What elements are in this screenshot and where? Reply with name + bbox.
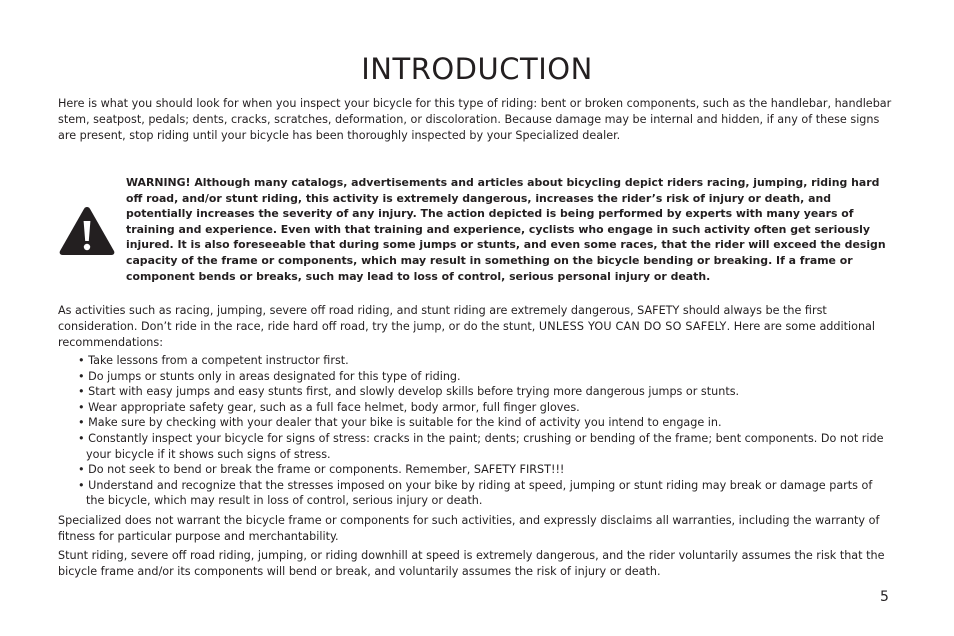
activities-text-after: . Here are some additional recommendations: <box>58 319 876 349</box>
warning-triangle-icon <box>58 205 116 257</box>
list-item: • Wear appropriate safety gear, such as a full face helmet, body armor, full finger gloves. <box>78 400 894 416</box>
list-item: • Make sure by checking with your dealer that your bike is suitable for the kind of activity you intend to engage in. <box>78 415 894 431</box>
intro-paragraph: Here is what you should look for when you inspect your bicycle for this type of riding: bent or broken components, such as the handlebar, handlebar stem, seatpost, pedals; dents, cracks, scratches, deformation, or discoloration. Because damage may be internal and hidden, if any of these signs are present, stop riding until your bicycle has been thoroughly inspected by your Specialized dealer. <box>58 97 892 142</box>
page-title: INTRODUCTION <box>361 52 593 86</box>
activities-paragraph <box>58 303 894 350</box>
disclaimer-paragraph: Specialized does not warrant the bicycle frame or components for such activities, and expressly disclaims all warranties, including the warranty of fitness for particular purpose and merchantability. <box>58 514 880 543</box>
list-item: • Start with easy jumps and easy stunts first, and slowly develop skills before trying more dangerous jumps or stunts. <box>78 384 894 400</box>
list-item: • Constantly inspect your bicycle for signs of stress: cracks in the paint; dents; crushing or bending of the frame; bent components. Do not ride your bicycle if it shows such signs of stress. <box>78 431 894 462</box>
list-item: • Take lessons from a competent instructor first. <box>78 353 894 369</box>
safety-emphasis: UNLESS YOU CAN DO SO SAFELY <box>538 319 727 333</box>
activities-text-before: As activities such as racing, jumping, severe off road riding, and stunt riding are extremely dangerous, SAFETY should always be the first consideration. Don’t ride in the race, ride hard off road, try the jump, or do the stunt, <box>58 304 827 333</box>
closing-paragraph: Stunt riding, severe off road riding, jumping, or riding downhill at speed is extremely dangerous, and the rider voluntarily assumes the risk that the bicycle frame and/or its components will bend or break, and voluntarily assumes the risk of injury or death. <box>58 549 885 578</box>
page-number: 5 <box>880 589 889 605</box>
list-item: • Do jumps or stunts only in areas designated for this type of riding. <box>78 369 894 385</box>
recommendations-list <box>78 353 894 509</box>
list-item: • Do not seek to bend or break the frame or components. Remember, SAFETY FIRST!!! <box>78 462 894 478</box>
warning-text: WARNING! Although many catalogs, advertisements and articles about bicycling depict riders racing, jumping, riding hard off road, and/or stunt riding, this activity is extremely dangerous, increases the rider’s risk of injury or death, and potentially increases the severity of any injury. The action depicted is being performed by experts with many years of training and experience. Even with that training and experience, cyclists who engage in such activity often get seriously injured. It is also foreseeable that during some jumps or stunts, and even some races, that the rider will exceed the design capacity of the frame or components, which may result in something on the bicycle bending or breaking. If a frame or component bends or breaks, such may lead to loss of control, serious personal injury or death. <box>126 176 886 283</box>
warning-block <box>58 175 898 285</box>
list-item: • Understand and recognize that the stresses imposed on your bike by riding at speed, jumping or stunt riding may break or damage parts of the bicycle, which may result in loss of control, serious injury or death. <box>78 478 894 509</box>
